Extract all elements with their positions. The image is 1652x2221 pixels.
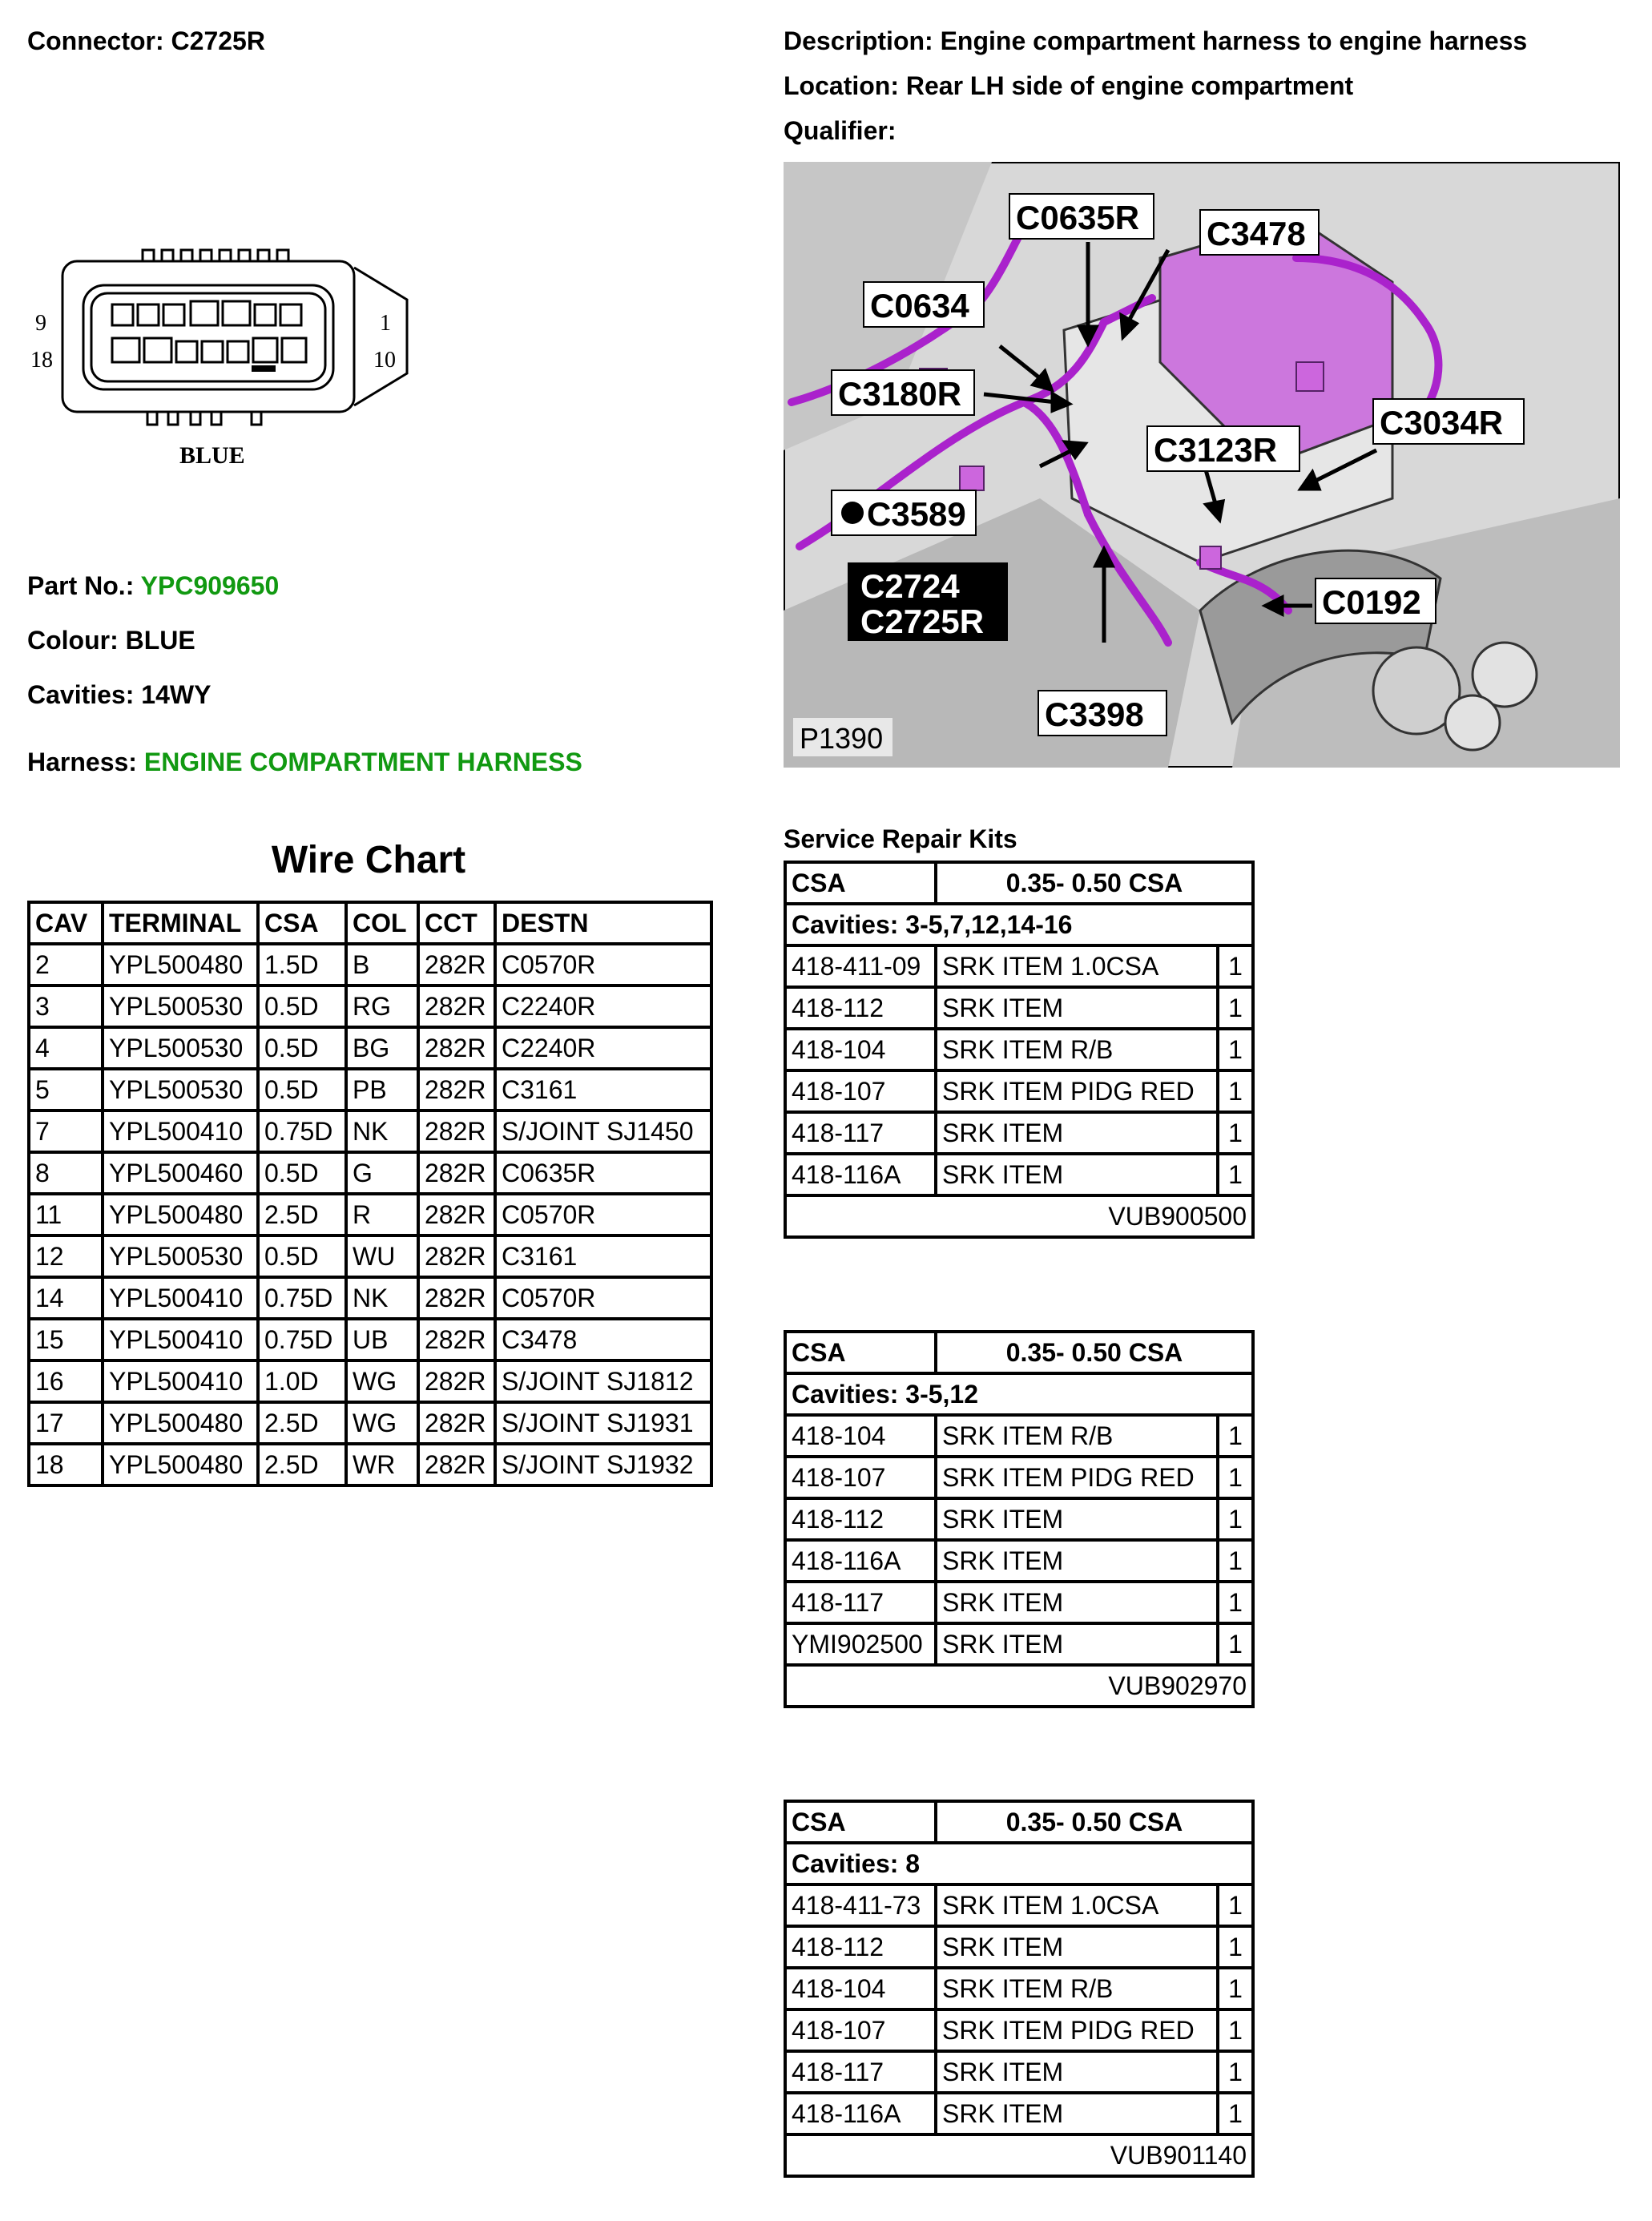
kit-number: VUB902970 [785,1665,1253,1707]
kit-item-part: 418-112 [785,1926,936,1968]
cell-col: WG [346,1360,418,1402]
callout-c2725r: C2725R [860,603,985,640]
location-label: Location: [784,71,899,100]
cell-cav: 18 [29,1444,103,1485]
connector-label: Connector: [27,26,164,55]
kit-item-desc: SRK ITEM [936,1623,1218,1665]
cell-col: WR [346,1444,418,1485]
kit-item-qty: 1 [1218,1112,1253,1154]
kit-item-qty: 1 [1218,1582,1253,1623]
kit-item-part: 418-112 [785,1498,936,1540]
cell-terminal: YPL500460 [103,1152,258,1194]
cell-csa: 0.5D [258,986,346,1027]
connector-value: C2725R [171,26,265,55]
kit-item-qty: 1 [1218,1623,1253,1665]
kit-item-row [785,1884,1253,1926]
kit-item-desc: SRK ITEM PIDG RED [936,1457,1218,1498]
cell-destn: S/JOINT SJ1450 [495,1110,711,1152]
callout-c3123r: C3123R [1154,431,1278,469]
kit-item-part: 418-116A [785,1154,936,1195]
cell-csa: 0.5D [258,1069,346,1110]
cell-terminal: YPL500480 [103,1402,258,1444]
kit-csa-row [785,1332,1253,1373]
kit-item-part: 418-411-73 [785,1884,936,1926]
location-value: Rear LH side of engine compartment [905,71,1354,100]
cell-cav: 15 [29,1319,103,1360]
part-no-label: Part No.: [27,571,135,600]
pin-label-9: 9 [35,311,46,336]
cell-destn: S/JOINT SJ1932 [495,1444,711,1485]
cell-terminal: YPL500410 [103,1277,258,1319]
kit-item-row [785,1029,1253,1070]
kit-cavities-row [785,904,1253,945]
cell-terminal: YPL500530 [103,1027,258,1069]
kit-item-desc: SRK ITEM R/B [936,1029,1218,1070]
cell-cct: 282R [418,1402,495,1444]
kit-item-row [785,1540,1253,1582]
pin-label-10: 10 [373,348,396,373]
harness-value: ENGINE COMPARTMENT HARNESS [143,748,582,776]
table-row [29,1444,711,1485]
cell-csa: 1.5D [258,944,346,986]
location-line [784,71,1353,101]
cell-csa: 0.75D [258,1277,346,1319]
description-line [784,26,1527,56]
cell-cct: 282R [418,1319,495,1360]
table-row [29,1319,711,1360]
cell-terminal: YPL500410 [103,1360,258,1402]
kit-item-qty: 1 [1218,1540,1253,1582]
kit-item-qty: 1 [1218,1968,1253,2009]
pin-label-18: 18 [30,348,53,373]
kit-number-row [785,1195,1253,1237]
cell-cav: 17 [29,1402,103,1444]
cell-destn: C2240R [495,986,711,1027]
kit-item-part: 418-411-09 [785,945,936,987]
cell-terminal: YPL500530 [103,986,258,1027]
colour-line [27,625,195,655]
kit-csa-row [785,1801,1253,1843]
kit-item-desc: SRK ITEM [936,2093,1218,2134]
callout-c3478: C3478 [1207,215,1306,252]
cell-destn: C3161 [495,1235,711,1277]
kit-item-part: 418-104 [785,1968,936,2009]
connector-face-diagram [27,237,444,470]
kit-table-1 [784,1330,1255,1708]
kit-item-qty: 1 [1218,1154,1253,1195]
cavities-line [27,679,211,710]
cell-destn: S/JOINT SJ1812 [495,1360,711,1402]
cell-col: WG [346,1402,418,1444]
kit-item-desc: SRK ITEM PIDG RED [936,2009,1218,2051]
kit-item-row [785,1623,1253,1665]
kit-item-qty: 1 [1218,2093,1253,2134]
cell-destn: C3478 [495,1319,711,1360]
kit-item-qty: 1 [1218,2009,1253,2051]
kit-number: VUB900500 [785,1195,1253,1237]
kit-item-desc: SRK ITEM [936,2051,1218,2093]
cavities-value: 14WY [141,680,212,709]
kit-item-part: 418-104 [785,1029,936,1070]
cell-cct: 282R [418,1235,495,1277]
kit-cavities: Cavities: 8 [785,1843,1253,1884]
kit-item-qty: 1 [1218,1498,1253,1540]
kit-item-row [785,1154,1253,1195]
cell-cct: 282R [418,1152,495,1194]
cell-cct: 282R [418,1069,495,1110]
cell-col: B [346,944,418,986]
cell-col: NK [346,1277,418,1319]
kit-csa-value: 0.35- 0.50 CSA [936,862,1253,904]
harness-line [27,747,582,777]
kit-item-row [785,2051,1253,2093]
kit-item-qty: 1 [1218,1926,1253,1968]
kit-table-2 [784,1800,1255,2178]
kit-item-qty: 1 [1218,945,1253,987]
table-row [29,1235,711,1277]
kit-item-row [785,1926,1253,1968]
kit-item-part: 418-116A [785,2093,936,2134]
cell-cav: 8 [29,1152,103,1194]
kit-item-part: 418-116A [785,1540,936,1582]
cell-col: NK [346,1110,418,1152]
cell-csa: 0.5D [258,1235,346,1277]
cell-cav: 11 [29,1194,103,1235]
cell-terminal: YPL500480 [103,944,258,986]
kit-item-part: 418-117 [785,1112,936,1154]
kit-item-qty: 1 [1218,1029,1253,1070]
cell-col: RG [346,986,418,1027]
cell-destn: C0570R [495,1194,711,1235]
part-no-line [27,570,279,601]
cell-destn: C3161 [495,1069,711,1110]
wire-chart-header-row [29,902,711,944]
callout-c3034r: C3034R [1380,404,1504,441]
kit-csa-row [785,862,1253,904]
cell-terminal: YPL500480 [103,1444,258,1485]
cell-csa: 0.75D [258,1110,346,1152]
kit-item-desc: SRK ITEM [936,1926,1218,1968]
kit-item-part: YMI902500 [785,1623,936,1665]
cell-cav: 5 [29,1069,103,1110]
cell-destn: C0570R [495,1277,711,1319]
diagram-colour-label: BLUE [179,442,245,469]
kit-number: VUB901140 [785,2134,1253,2176]
cell-col: WU [346,1235,418,1277]
kit-item-desc: SRK ITEM 1.0CSA [936,1884,1218,1926]
kit-cavities: Cavities: 3-5,7,12,14-16 [785,904,1253,945]
kit-item-desc: SRK ITEM [936,987,1218,1029]
cell-destn: C2240R [495,1027,711,1069]
kit-csa-value: 0.35- 0.50 CSA [936,1801,1253,1843]
kit-item-qty: 1 [1218,987,1253,1029]
cell-cct: 282R [418,1360,495,1402]
callout-c3589: C3589 [867,495,966,533]
description-label: Description: [784,26,933,55]
colour-label: Colour: [27,626,119,655]
kit-item-desc: SRK ITEM [936,1154,1218,1195]
wire-chart-table [27,901,713,1487]
kit-item-part: 418-107 [785,2009,936,2051]
cell-cav: 3 [29,986,103,1027]
kit-cavities-row [785,1843,1253,1884]
cell-cct: 282R [418,1194,495,1235]
kit-item-part: 418-117 [785,2051,936,2093]
colour-value: BLUE [125,626,195,655]
header-terminal: TERMINAL [103,902,258,944]
cell-col: UB [346,1319,418,1360]
kit-item-row [785,1415,1253,1457]
cavities-label: Cavities: [27,680,135,709]
kit-item-part: 418-104 [785,1415,936,1457]
kit-item-qty: 1 [1218,1457,1253,1498]
cell-col: BG [346,1027,418,1069]
kit-item-row [785,945,1253,987]
cell-cct: 282R [418,1277,495,1319]
kit-number-row [785,2134,1253,2176]
kit-item-row [785,1070,1253,1112]
header-cav: CAV [29,902,103,944]
photo-ref: P1390 [800,722,884,755]
kit-item-qty: 1 [1218,2051,1253,2093]
kit-item-row [785,2093,1253,2134]
callout-c3398: C3398 [1045,695,1144,733]
cell-cct: 282R [418,944,495,986]
callout-c0192: C0192 [1322,583,1421,621]
cell-csa: 0.5D [258,1152,346,1194]
cell-cct: 282R [418,986,495,1027]
key-mark [252,365,276,372]
kit-item-part: 418-107 [785,1457,936,1498]
kit-item-qty: 1 [1218,1070,1253,1112]
cell-cct: 282R [418,1110,495,1152]
cell-cav: 2 [29,944,103,986]
location-photo [784,162,1620,768]
cell-csa: 2.5D [258,1194,346,1235]
header-cct: CCT [418,902,495,944]
cell-destn: C0570R [495,944,711,986]
description-value: Engine compartment harness to engine harness [940,26,1528,55]
kit-item-part: 418-117 [785,1582,936,1623]
kit-item-qty: 1 [1218,1884,1253,1926]
kit-item-desc: SRK ITEM [936,1582,1218,1623]
service-kits-title: Service Repair Kits [784,824,1017,853]
callout-c0634: C0634 [870,287,969,324]
kit-csa-label: CSA [785,862,936,904]
table-row [29,986,711,1027]
cell-terminal: YPL500480 [103,1194,258,1235]
kit-item-part: 418-107 [785,1070,936,1112]
table-row [29,944,711,986]
kit-csa-label: CSA [785,1332,936,1373]
pin-label-1: 1 [380,311,391,336]
table-row [29,1069,711,1110]
kit-item-qty: 1 [1218,1415,1253,1457]
cell-csa: 2.5D [258,1444,346,1485]
kit-item-part: 418-112 [785,987,936,1029]
cell-cav: 12 [29,1235,103,1277]
kit-item-desc: SRK ITEM R/B [936,1968,1218,2009]
cell-cct: 282R [418,1444,495,1485]
kit-item-desc: SRK ITEM [936,1112,1218,1154]
kit-cavities-row [785,1373,1253,1415]
cell-terminal: YPL500410 [103,1319,258,1360]
header-csa: CSA [258,902,346,944]
cell-terminal: YPL500530 [103,1069,258,1110]
kit-item-row [785,2009,1253,2051]
cell-csa: 0.75D [258,1319,346,1360]
kit-csa-label: CSA [785,1801,936,1843]
kit-item-desc: SRK ITEM [936,1540,1218,1582]
kit-item-row [785,1457,1253,1498]
cell-terminal: YPL500410 [103,1110,258,1152]
kit-csa-value: 0.35- 0.50 CSA [936,1332,1253,1373]
kit-number-row [785,1665,1253,1707]
kit-item-desc: SRK ITEM [936,1498,1218,1540]
kit-item-desc: SRK ITEM PIDG RED [936,1070,1218,1112]
cell-destn: S/JOINT SJ1931 [495,1402,711,1444]
cell-col: G [346,1152,418,1194]
callout-c0635r: C0635R [1016,199,1140,236]
kit-item-row [785,1112,1253,1154]
callout-c3180r: C3180R [838,375,962,413]
cell-cav: 7 [29,1110,103,1152]
part-no-value: YPC909650 [140,571,280,600]
table-row [29,1277,711,1319]
cell-csa: 2.5D [258,1402,346,1444]
cell-cav: 14 [29,1277,103,1319]
qualifier-label: Qualifier: [784,116,897,145]
cell-csa: 0.5D [258,1027,346,1069]
cell-destn: C0635R [495,1152,711,1194]
harness-label: Harness: [27,748,137,776]
table-row [29,1027,711,1069]
cell-cav: 4 [29,1027,103,1069]
cell-col: R [346,1194,418,1235]
table-row [29,1402,711,1444]
table-row [29,1360,711,1402]
header-destn: DESTN [495,902,711,944]
callout-c2724: C2724 [860,567,960,605]
kit-item-desc: SRK ITEM 1.0CSA [936,945,1218,987]
kit-cavities: Cavities: 3-5,12 [785,1373,1253,1415]
table-row [29,1152,711,1194]
cell-col: PB [346,1069,418,1110]
wire-chart-title: Wire Chart [271,839,466,881]
kit-item-row [785,1968,1253,2009]
cell-cav: 16 [29,1360,103,1402]
cell-terminal: YPL500530 [103,1235,258,1277]
connector-line [27,26,265,56]
kit-table-0 [784,861,1255,1239]
kit-item-desc: SRK ITEM R/B [936,1415,1218,1457]
kit-item-row [785,987,1253,1029]
header-col: COL [346,902,418,944]
table-row [29,1110,711,1152]
cell-cct: 282R [418,1027,495,1069]
kit-item-row [785,1498,1253,1540]
cell-csa: 1.0D [258,1360,346,1402]
table-row [29,1194,711,1235]
kit-item-row [785,1582,1253,1623]
